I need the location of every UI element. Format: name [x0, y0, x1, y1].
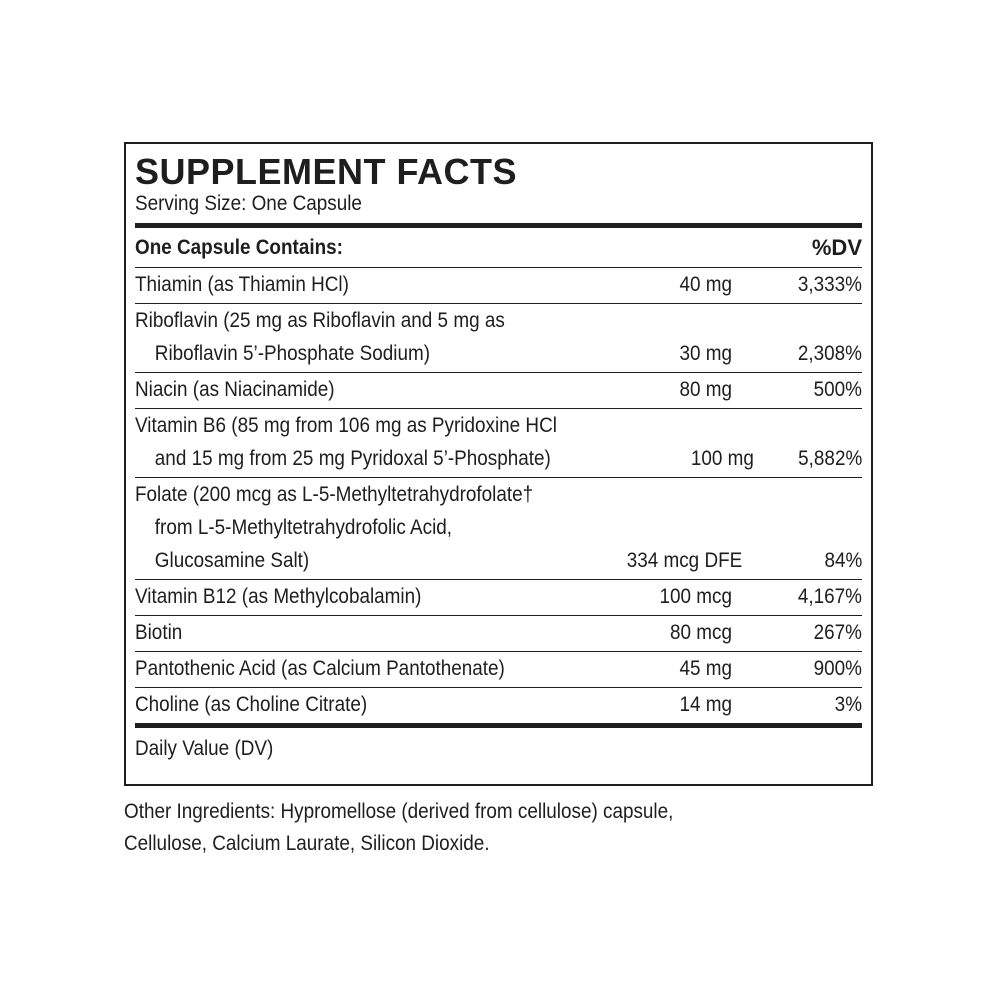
nutrient-dv: 84% — [824, 549, 862, 572]
panel-title: SUPPLEMENT FACTS — [135, 151, 518, 192]
table-row — [135, 688, 862, 728]
nutrient-dv: 3,333% — [797, 273, 862, 296]
dv-header: %DV — [811, 234, 862, 260]
table-row — [135, 409, 862, 478]
nutrient-name-line: Riboflavin (25 mg as Riboflavin and 5 mg as — [135, 309, 505, 332]
nutrient-name-line: and 15 mg from 25 mg Pyridoxal 5’-Phosphate) — [154, 447, 551, 470]
table-row — [135, 478, 862, 580]
serving-size: Serving Size: One Capsule — [135, 192, 362, 215]
nutrient-name — [135, 616, 552, 649]
nutrient-name-line: Pantothenic Acid (as Calcium Pantothenate) — [135, 657, 505, 680]
nutrient-dv: 900% — [813, 657, 862, 680]
nutrient-amount: 30 mg — [679, 342, 732, 365]
nutrient-name-line: Vitamin B12 (as Methylcobalamin) — [135, 585, 422, 608]
nutrient-name — [135, 652, 552, 685]
nutrient-amount: 80 mg — [679, 378, 732, 401]
contains-header: One Capsule Contains: — [135, 235, 343, 259]
table-row — [135, 652, 862, 688]
table-row — [135, 580, 862, 616]
nutrient-name-line: Choline (as Choline Citrate) — [135, 693, 368, 716]
nutrient-name-line: Thiamin (as Thiamin HCl) — [135, 273, 349, 296]
nutrient-name — [135, 268, 552, 301]
table-header — [135, 228, 862, 268]
table-row — [135, 616, 862, 652]
other-ingredients-line: Cellulose, Calcium Laurate, Silicon Dioxide. — [124, 832, 490, 855]
nutrient-amount: 14 mg — [679, 693, 732, 716]
nutrient-name-line: Biotin — [135, 621, 183, 644]
nutrient-name-line: Glucosamine Salt) — [154, 549, 310, 572]
nutrient-name — [135, 478, 577, 577]
nutrient-name — [135, 304, 552, 370]
supplement-facts-panel — [124, 142, 873, 786]
nutrient-dv: 4,167% — [797, 585, 862, 608]
nutrient-table — [135, 268, 862, 728]
nutrient-dv: 5,882% — [797, 447, 862, 470]
nutrient-amount: 80 mcg — [670, 621, 732, 644]
nutrient-amount: 45 mg — [679, 657, 732, 680]
table-row — [135, 268, 862, 304]
nutrient-dv: 267% — [813, 621, 862, 644]
other-ingredients-line: Other Ingredients: Hypromellose (derived from cellulose) capsule, — [124, 800, 674, 823]
table-row — [135, 373, 862, 409]
nutrient-name-line: Riboflavin 5’-Phosphate Sodium) — [154, 342, 431, 365]
nutrient-name — [135, 688, 552, 721]
nutrient-amount: 100 mg — [690, 447, 754, 470]
nutrient-dv: 500% — [813, 378, 862, 401]
dv-footnote: Daily Value (DV) — [135, 737, 274, 760]
nutrient-name-line: Niacin (as Niacinamide) — [135, 378, 335, 401]
nutrient-dv: 2,308% — [797, 342, 862, 365]
nutrient-name-line: Vitamin B6 (85 mg from 106 mg as Pyridoxine HCl — [135, 414, 557, 437]
nutrient-name — [135, 373, 552, 406]
nutrient-amount: 40 mg — [679, 273, 732, 296]
other-ingredients — [124, 796, 884, 860]
nutrient-dv: 3% — [834, 693, 862, 716]
nutrient-amount: 334 mcg DFE — [627, 549, 743, 572]
nutrient-name — [135, 580, 552, 613]
table-row — [135, 304, 862, 373]
nutrient-name-line: Folate (200 mcg as L-5-Methyltetrahydrofolate† — [135, 483, 534, 506]
nutrient-name — [135, 409, 604, 475]
nutrient-name-line: from L-5-Methyltetrahydrofolic Acid, — [154, 516, 453, 539]
nutrient-amount: 100 mcg — [659, 585, 732, 608]
